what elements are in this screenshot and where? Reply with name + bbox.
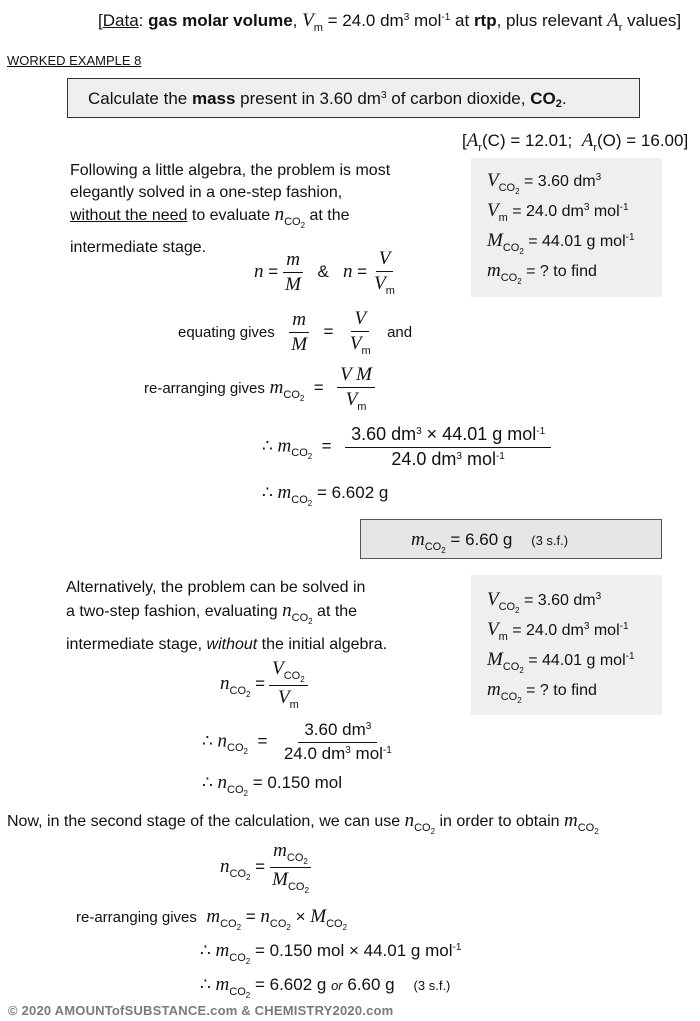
given-row-molar-mass: $M_{CO_2} = 44.01$ g mol$^{-1}$ bbox=[487, 230, 635, 256]
given-row-mass: $m_{CO_2}$ = ? to find bbox=[487, 260, 597, 286]
equation-n-calculation: ∴ $n_{CO_2}$ = $\frac{3.60 dm^3}{24.0 dm^3 mol^{-1}}$ bbox=[202, 720, 392, 763]
question-text: Calculate the mass present in 3.60 $dm^3$ of carbon dioxide, CO2. bbox=[88, 89, 567, 110]
equation-equating: equating gives $\frac{m}{M}$ = $\frac{V}{V_m}$ and bbox=[178, 308, 413, 357]
equation-rearranging-2: re-arranging gives $m_{CO_2} = n_{CO_2} \times M_{CO_2}$ bbox=[76, 906, 348, 932]
equation-mass-result: ∴ $m_{CO_2} = 6.602$ g or 6.60 g (3 s.f.) bbox=[200, 974, 451, 1000]
equation-calculation: ∴ $m_{CO_2}$ = $\frac{3.60 dm^3 \times 44.01 g mol^{-1}}{24.0 dm^3 mol^{-1}}$ bbox=[262, 424, 555, 470]
given-row-molar-volume: $V_m = 24.0$ $dm^3$ mol$^{-1}$ bbox=[487, 200, 629, 224]
method1-paragraph: Following a little algebra, the problem is most elegantly solved in a one-step fashion, without the need to evaluate $n_{CO_2}$ at the intermediate stage. bbox=[70, 162, 391, 256]
data-header: [Data: gas molar volume, $V_m = 24.0$ $dm^3$ mol$^{-1}$ at rtp, plus relevant $A_r$ values] bbox=[98, 10, 682, 34]
equation-rearranging: re-arranging gives $m_{CO_2}$ = $\frac{\text{V M}}{V_m}$ bbox=[144, 364, 379, 413]
question-box bbox=[67, 78, 640, 118]
method2-paragraph: Alternatively, the problem can be solved in a two-step fashion, evaluating $n_{CO_2}$ at the intermediate stage, without the initial algebra. bbox=[66, 579, 388, 653]
second-stage-line: Now, in the second stage of the calculation, we can use $n_{CO_2}$ in order to obtain $m_{CO_2}$ bbox=[7, 810, 599, 836]
data-label: Data bbox=[102, 11, 139, 30]
given-values-box-1 bbox=[471, 158, 662, 297]
equation-result: ∴ $m_{CO_2} = 6.602$ g bbox=[262, 482, 389, 508]
example-title: WORKED EXAMPLE 8 bbox=[7, 53, 142, 68]
given-row-volume: $V_{CO_2} = 3.60$ $dm^3$ bbox=[487, 170, 602, 196]
answer-box: $m_{CO_2} = 6.60$ g (3 s.f.) bbox=[360, 519, 662, 559]
ar-values: [$A_r(C) = 12.01$; $A_r(O) = 16.00$] bbox=[462, 130, 689, 154]
equation-n-result: ∴ $n_{CO_2} = 0.150$ mol bbox=[202, 772, 343, 798]
given-values-box-2: $V_{CO_2} = 3.60$ $dm^3$ $V_m = 24.0$ $dm^3$ mol$^{-1}$ $M_{CO_2} = 44.01$ g mol$^{-1}$ $m_{CO_2}$ = ? to find bbox=[471, 575, 662, 715]
equation-n-definitions: n = $\frac{m}{M}$ & n = $\frac{V}{V_m}$ bbox=[254, 248, 395, 297]
copyright-footer: © 2020 AMOUNTofSUBSTANCE.com & CHEMISTRY2020.com bbox=[8, 1003, 394, 1018]
equation-n-volume: $n_{CO_2}$ = $\frac{V_{CO_2}}{V_m}$ bbox=[220, 658, 312, 711]
equation-n-mass: $n_{CO_2}$ = $\frac{m_{CO_2}}{M_{CO_2}}$ bbox=[220, 840, 309, 895]
equation-mass-calculation: ∴ $m_{CO_2} = 0.150$ mol × 44.01 g mol$^{-1}$ bbox=[200, 940, 462, 966]
